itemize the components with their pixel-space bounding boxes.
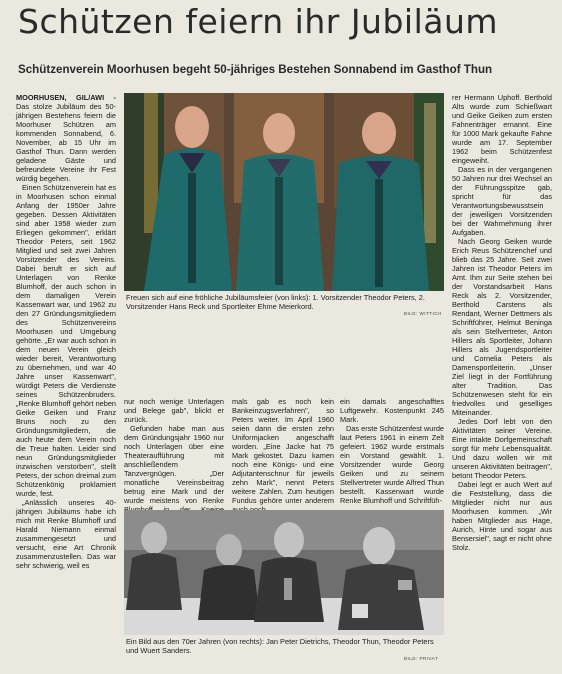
article-paragraph: Jedes Dorf lebt von den Aktivitäten seiner Vereine. Eine intakte Dorfgemeinschaft sorgt für mehr Lebensqualität. Und dazu wollen wir mit unseren Aktivitäten beitragen", betont Theodor Peters. [452, 417, 552, 480]
article-column-5 [452, 93, 552, 661]
article-paragraph: Einen Schützenverein hat es in Moorhusen schon einmal Anfang der 1950er Jahre gegeben. Dessen Aktivitäten sind aber 1958 wieder zum Erliegen gekommen", erklärt Theodor Peters, seit 1962 Mitglied und seit zwei Jahren Vorsitzender des Vereins. Dabei beruft er sich auf Unterlagen von Renke Blumhoff, der auch schon in dem damaligen Verein Kassenwart war, und 1962 zu den 27 Gründungsmitgliedern des Schützenvereins Moorhusen und Umgebung gehörte. „Er war auch schon in dem neuen Verein gleich wieder bereit, Verantwortung zu übernehmen, und war 40 Jahre unser Kassenwart", würdigt Peters die Verdienste seines Schützenbruders. „Renke Blumhoff gehört neben Geike Geiken und Franz Bruns noch zu den Gründungsmitgliedern, die auch heute dem Verein noch die Treue halten. Leider sind neun Gründungsmitglieder inzwischen verstorben", stellt Peters, der schon dreimal zum Schützenkönig proklamiert wurde, fest. [16, 183, 117, 498]
article-paragraph: Gefunden habe man aus dem Gründungsjahr 1960 nur noch Unterlagen über eine Theateraufführung mit anschließendem Tanzvergnügen. „Der monatliche Vereinsbeitrag betrug eine Mark und der wurde meistens von Renke [124, 424, 224, 505]
article-column-4 [340, 397, 444, 505]
dateline: MOORHUSEN, GIL/AWI - [16, 93, 116, 102]
article-paragraph: Das stolze Jubiläum des 50-jährigen Bestehens feiern die Moorhuser Schützen am kommenden Sonnabend, 6. November, ab 15 Uhr im Gasthof Thun. Dann werden geladene Gäste und befreundete Vereine ihr Fest würdig begehen. [16, 102, 116, 183]
photo-caption: Freuen sich auf eine fröhliche Jubiläumsfeier (von links): 1. Vorsitzender Theodor Peters, 2. Vorsitzender Hans Reck und Sportleiter Ehme Meierkord. [126, 293, 425, 312]
article-paragraph: ein damals angeschafftes Luftgewehr. Kostenpunkt 245 Mark. [340, 397, 444, 424]
article-paragraph: Das erste Schützenfest wurde laut Peters 1961 in einem Zelt gefeiert. 1962 wurde erstmals ein Vorstand gewählt. 1. Vorsitzender wurde Georg Geiken und zu seinem Stellvertreter wurde Alfred Thun bestellt. Kassenwart wurde Renke Blumhoff und Schriftfüh- [340, 424, 444, 505]
article-paragraph: mals gab es noch kein Bankeinzugsverfahren", so Peters weiter. Im April 1960 seien dann die ersten zehn Uniformjacken angeschafft worden. „Eine Jacke hat 75 Mark gekostet. Dazu kamen noch eine Königs- und eine Adjutantenschnur für jeweils zehn Mark", nennt Peters weitere Zahlen. Zum heutigen Fundus gehöre unter anderem [232, 397, 334, 505]
article-paragraph: Dabei legt er auch Wert auf die Feststellung, dass die Mitglieder nicht nur aus Moorhusen kommen. „Wir haben Mitglieder aus Hage, Aurich, Hinte und sogar aus Bensersiel", sagt er nicht ohne Stolz. [452, 480, 552, 552]
photo-credit: BILD: WITTICH [404, 311, 442, 316]
article-paragraph: rer Hermann Uphoff. Berthold Alts wurde zum Schießwart und Geike Geiken zum ersten Fahnenträger ernannt. Eine für 1000 Mark gekaufte Fahne wurde am 17. September 1962 beim Schützenfest eingeweiht. [452, 93, 552, 165]
article-column-1 [16, 93, 116, 661]
subheadline: Schützenverein Moorhusen begeht 50-jähriges Bestehen Sonnabend im Gasthof Thun [18, 63, 493, 76]
article-paragraph: Dass es in der vergangenen 50 Jahren nur drei Wechsel an der Führungsspitze gab, spricht für das Verantwortungsbewusstsein der jeweiligen Vorsitzenden bei der Wahrnehmung ihrer Aufgaben. [452, 165, 552, 237]
article-paragraph: Nach Georg Geiken wurde Erich Reus Schützenchef und blieb das 25 Jahre. Seit zwei Jahren ist Theodor Peters im Amt. Ihm zur Seite stehen bei der Vorstandsarbeit Hans Reck als 2. Vorsitzender, Berthold Carstens als Rendant, Werner Dettmers als Schriftführer, Helmut Beninga als sein Stellvertreter, Anton Hillers als Sportleiter, Johann Hillers als Jugendsportleiter und Cornelia Peters als Damensportleiterin. „Unser Ziel liegt in der Fortführung alter Tradition. Das Schützenwesen steht für ein friedvolles und geselliges Miteinander. [452, 237, 552, 417]
headline: Schützen feiern ihr Jubiläum [18, 2, 499, 41]
article-paragraph: „Anlässlich unseres 40-jährigen Jubiläums habe ich mich mit Renke Blumhoff und Harald Niemann einmal zusammengesetzt und versucht, eine Art Chronik zusammenzustellen. Das war sehr schwierig, weil es [16, 498, 116, 570]
article-column-2 [124, 397, 224, 505]
photo-historic-group [124, 510, 444, 635]
photo-caption: Ein Bild aus den 70er Jahren (von rechts): Jan Peter Dietrichs, Theodor Thun, Theodor Peters und Wuert Sanders. [126, 637, 434, 656]
photo-credit: BILD: PRIVAT [404, 656, 439, 661]
photo-three-men [124, 93, 444, 291]
article-paragraph: nur noch wenige Unterlagen und Belege gab", blickt er zurück. [124, 397, 224, 424]
article-column-3 [232, 397, 334, 505]
